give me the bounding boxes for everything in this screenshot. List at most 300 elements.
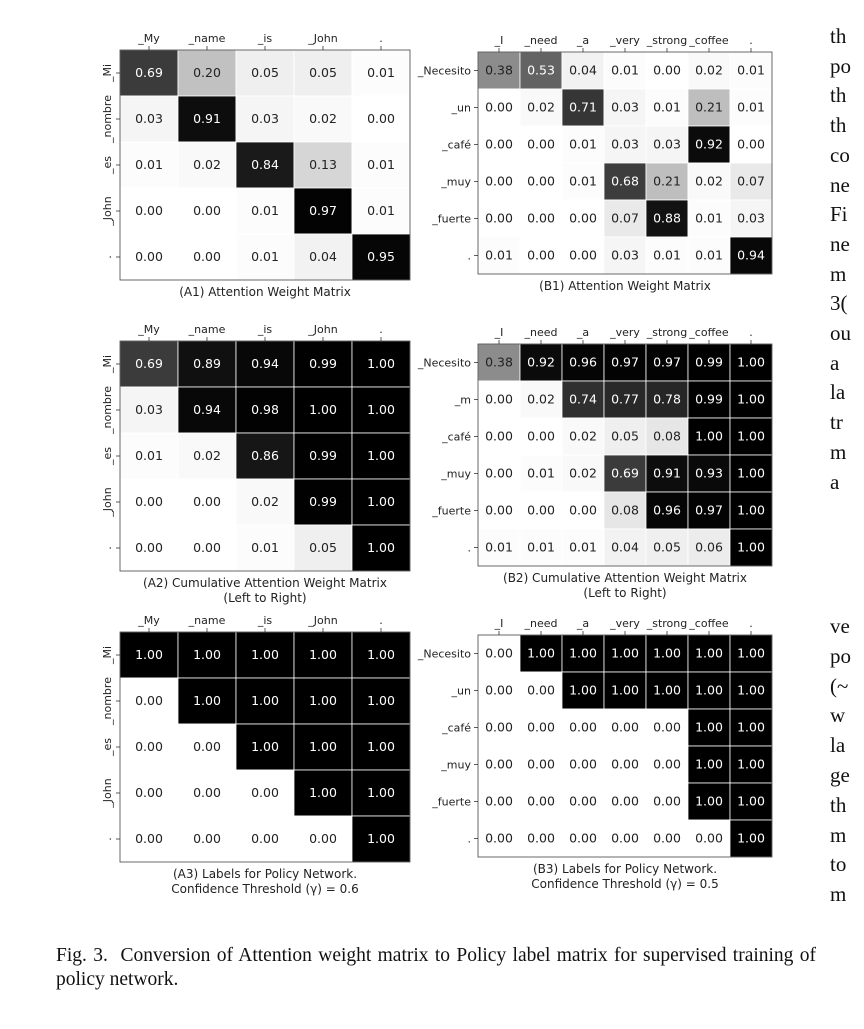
cell-value-label: 0.00 [611, 830, 639, 846]
cell-value-label: 0.02 [193, 157, 221, 172]
cell-value-label: 0.02 [695, 173, 723, 189]
cell-value-label: 0.00 [485, 682, 513, 698]
cell-value-label: 0.96 [569, 354, 597, 370]
cell-value-label: 0.00 [653, 830, 681, 846]
x-tick-label: _a [576, 326, 590, 339]
cell-value-label: 0.38 [485, 354, 513, 370]
side-text-fragment: Fi [830, 202, 848, 227]
x-tick-label: _John [308, 614, 338, 627]
cell-value-label: 0.21 [653, 173, 681, 189]
subplot-title: (A1) Attention Weight Matrix [179, 285, 351, 299]
cell-value-label: 1.00 [135, 647, 163, 662]
subplot-title: (B2) Cumulative Attention Weight Matrix [503, 571, 747, 585]
cell-value-label: 0.00 [135, 540, 163, 555]
cell-value-label: 1.00 [367, 448, 395, 463]
cell-value-label: 0.00 [193, 831, 221, 846]
x-tick-label: _strong [646, 617, 688, 630]
x-tick-label: _My [138, 614, 160, 627]
x-tick-label: _My [138, 323, 160, 336]
cell-value-label: 1.00 [367, 785, 395, 800]
cell-value-label: 1.00 [367, 356, 395, 371]
cell-value-label: 0.96 [653, 502, 681, 518]
cell-value-label: 0.77 [611, 391, 639, 407]
side-text-fragment: th [830, 83, 847, 108]
side-text-fragment: m [830, 261, 847, 286]
x-tick-label: _coffee [689, 617, 729, 630]
cell-value-label: 0.00 [367, 111, 395, 126]
x-tick-label: _My [138, 32, 160, 45]
cell-value-label: 1.00 [737, 719, 765, 735]
cell-value-label: 0.21 [695, 99, 723, 115]
cell-value-label: 0.00 [527, 173, 555, 189]
cell-value-label: 0.01 [367, 65, 395, 80]
cell-value-label: 0.08 [653, 428, 681, 444]
cell-value-label: 0.00 [485, 756, 513, 772]
y-tick-label: _muy [441, 758, 471, 772]
heatmap-b3 [417, 617, 772, 891]
cell-value-label: 0.00 [737, 136, 765, 152]
cell-value-label: 0.00 [135, 831, 163, 846]
x-tick-label: _name [188, 614, 226, 627]
cell-value-label: 0.71 [569, 99, 597, 115]
cell-value-label: 0.01 [251, 203, 279, 218]
cell-value-label: 0.01 [367, 203, 395, 218]
cell-value-label: 0.01 [653, 247, 681, 263]
cell-value-label: 1.00 [653, 682, 681, 698]
cell-value-label: 0.00 [527, 719, 555, 735]
x-tick-label: _need [524, 617, 558, 630]
y-tick-label: _Necesito [417, 64, 471, 78]
cell-value-label: 0.03 [653, 136, 681, 152]
cell-value-label: 1.00 [569, 645, 597, 661]
side-text-fragment: po [830, 643, 851, 668]
cell-value-label: 0.08 [611, 502, 639, 518]
cell-value-label: 0.00 [485, 428, 513, 444]
cell-value-label: 0.02 [193, 448, 221, 463]
cell-value-label: 0.00 [569, 210, 597, 226]
cell-value-label: 1.00 [309, 402, 337, 417]
cell-value-label: 1.00 [367, 739, 395, 754]
x-tick-label: _very [610, 326, 640, 339]
cell-value-label: 1.00 [527, 645, 555, 661]
heatmap-a2 [101, 323, 410, 605]
cell-value-label: 1.00 [251, 693, 279, 708]
cell-value-label: 0.01 [611, 62, 639, 78]
cell-value-label: 0.00 [485, 99, 513, 115]
cell-value-label: 0.00 [193, 249, 221, 264]
cell-value-label: 1.00 [737, 465, 765, 481]
cell-value-label: 0.00 [135, 739, 163, 754]
cell-value-label: 0.01 [135, 157, 163, 172]
cell-value-label: 0.03 [737, 210, 765, 226]
cell-value-label: 0.05 [309, 540, 337, 555]
cell-value-label: 0.69 [611, 465, 639, 481]
x-tick-label: _name [188, 32, 226, 45]
cell-value-label: 0.01 [569, 136, 597, 152]
y-tick-label: _Mi [101, 645, 114, 665]
subplot-title: (B1) Attention Weight Matrix [539, 279, 711, 293]
cell-value-label: 0.00 [193, 739, 221, 754]
cell-value-label: 1.00 [737, 645, 765, 661]
side-text-fragment: w [830, 703, 846, 728]
cell-value-label: 0.01 [695, 247, 723, 263]
subplot-title: (A3) Labels for Policy Network. [172, 867, 358, 881]
y-tick-label: _es [101, 156, 114, 174]
y-tick-label: _nombre [101, 677, 114, 725]
y-tick-label: _John [101, 196, 114, 226]
cell-value-label: 1.00 [653, 645, 681, 661]
cell-value-label: 0.00 [135, 203, 163, 218]
cell-value-label: 0.68 [611, 173, 639, 189]
y-tick-label: _Necesito [417, 647, 471, 661]
cell-value-label: 0.00 [611, 793, 639, 809]
side-text-fragment: po [830, 53, 851, 78]
cell-value-label: 1.00 [695, 682, 723, 698]
x-tick-label: _a [576, 34, 590, 47]
cell-value-label: 0.01 [251, 249, 279, 264]
heatmap-b2 [417, 326, 772, 600]
cell-value-label: 0.07 [737, 173, 765, 189]
side-text-fragment: to [830, 852, 847, 877]
y-tick-label: _nombre [101, 386, 114, 434]
side-text-fragment: 3( [830, 291, 848, 316]
cell-value-label: 0.02 [695, 62, 723, 78]
cell-value-label: 0.06 [695, 539, 723, 555]
cell-value-label: 0.00 [653, 756, 681, 772]
y-tick-label: . [101, 255, 114, 259]
cell-value-label: 1.00 [737, 793, 765, 809]
cell-value-label: 0.00 [135, 785, 163, 800]
cell-value-label: 0.00 [251, 831, 279, 846]
x-tick-label: . [749, 617, 753, 630]
cell-value-label: 0.00 [193, 203, 221, 218]
cell-value-label: 0.78 [653, 391, 681, 407]
x-tick-label: _very [610, 617, 640, 630]
cell-value-label: 0.01 [485, 247, 513, 263]
cell-value-label: 1.00 [695, 756, 723, 772]
cell-value-label: 0.91 [653, 465, 681, 481]
cell-value-label: 0.05 [653, 539, 681, 555]
cell-value-label: 0.00 [569, 793, 597, 809]
cell-value-label: 0.93 [695, 465, 723, 481]
cell-value-label: 1.00 [737, 539, 765, 555]
cell-value-label: 0.00 [485, 719, 513, 735]
side-text-fragment: ou [830, 321, 851, 345]
cell-value-label: 0.00 [135, 693, 163, 708]
heatmap-a1 [101, 32, 410, 299]
x-tick-label: _strong [646, 34, 688, 47]
cell-value-label: 1.00 [611, 645, 639, 661]
y-tick-label: _fuerte [432, 212, 471, 226]
x-tick-label: _I [494, 617, 504, 630]
figure-caption [56, 944, 816, 992]
cell-value-label: 0.00 [569, 502, 597, 518]
cell-value-label: 0.03 [135, 111, 163, 126]
cell-value-label: 0.00 [653, 793, 681, 809]
x-tick-label: _name [188, 323, 226, 336]
cell-value-label: 0.69 [135, 356, 163, 371]
figure-caption-label: Fig. 3. [56, 945, 108, 966]
cell-value-label: 0.02 [527, 99, 555, 115]
cell-value-label: 0.00 [485, 136, 513, 152]
cell-value-label: 0.00 [527, 756, 555, 772]
y-tick-label: _nombre [101, 95, 114, 143]
cell-value-label: 0.00 [653, 719, 681, 735]
cell-value-label: 1.00 [737, 830, 765, 846]
cell-value-label: 1.00 [251, 739, 279, 754]
cell-value-label: 0.00 [485, 210, 513, 226]
cell-value-label: 0.01 [135, 448, 163, 463]
x-tick-label: _very [610, 34, 640, 47]
cell-value-label: 0.01 [569, 539, 597, 555]
side-text-fragment: m [830, 882, 847, 907]
y-tick-label: _café [442, 430, 471, 444]
cell-value-label: 1.00 [737, 428, 765, 444]
subplot-title: Confidence Threshold (γ) = 0.5 [531, 877, 719, 891]
cell-value-label: 0.03 [135, 402, 163, 417]
cell-value-label: 0.02 [309, 111, 337, 126]
figure-caption-text: Conversion of Attention weight matrix to Policy label matrix for supervised training of policy network. [56, 945, 817, 990]
cell-value-label: 1.00 [193, 647, 221, 662]
cell-value-label: 1.00 [695, 645, 723, 661]
cell-value-label: 0.38 [485, 62, 513, 78]
cell-value-label: 0.00 [251, 785, 279, 800]
x-tick-label: _John [308, 32, 338, 45]
x-tick-label: _John [308, 323, 338, 336]
cell-value-label: 0.05 [611, 428, 639, 444]
side-text-fragment: ve [830, 614, 850, 638]
y-tick-label: _m [454, 393, 471, 407]
cell-value-label: 0.00 [527, 210, 555, 226]
cell-value-label: 1.00 [695, 428, 723, 444]
cell-value-label: 0.00 [193, 785, 221, 800]
cell-value-label: 0.74 [569, 391, 597, 407]
y-tick-label: _un [451, 684, 471, 698]
cell-value-label: 0.01 [527, 465, 555, 481]
cell-value-label: 0.03 [611, 99, 639, 115]
subplot-title: (B3) Labels for Policy Network. [532, 862, 718, 876]
x-tick-label: _need [524, 34, 558, 47]
x-tick-label: . [749, 34, 753, 47]
side-text-fragment: ge [830, 763, 850, 787]
cell-value-label: 0.00 [569, 719, 597, 735]
cell-value-label: 0.97 [695, 502, 723, 518]
y-tick-label: _muy [441, 467, 471, 481]
x-tick-label: . [379, 614, 383, 627]
cell-value-label: 1.00 [695, 793, 723, 809]
cell-value-label: 0.99 [309, 448, 337, 463]
x-tick-label: . [379, 323, 383, 336]
cell-value-label: 0.00 [527, 830, 555, 846]
cell-value-label: 1.00 [367, 494, 395, 509]
cell-value-label: 0.00 [653, 62, 681, 78]
heatmap-b1 [417, 34, 772, 293]
cell-value-label: 0.99 [309, 356, 337, 371]
y-tick-label: _muy [441, 175, 471, 189]
x-tick-label: _is [257, 614, 273, 627]
cell-value-label: 0.02 [251, 494, 279, 509]
subplot-title: (A2) Cumulative Attention Weight Matrix [143, 576, 387, 590]
y-tick-label: . [101, 837, 114, 841]
cell-value-label: 0.92 [527, 354, 555, 370]
y-tick-label: _es [101, 738, 114, 756]
heatmap-a3 [101, 614, 410, 896]
y-tick-label: _Mi [101, 354, 114, 374]
cell-value-label: 1.00 [367, 540, 395, 555]
side-text-fragment: m [830, 822, 847, 847]
x-tick-label: . [749, 326, 753, 339]
x-tick-label: _strong [646, 326, 688, 339]
cell-value-label: 1.00 [367, 647, 395, 662]
side-text-fragment: tr [830, 410, 843, 435]
x-tick-label: _coffee [689, 34, 729, 47]
cell-value-label: 0.00 [485, 391, 513, 407]
cell-value-label: 1.00 [367, 693, 395, 708]
cell-value-label: 1.00 [695, 719, 723, 735]
y-tick-label: _Necesito [417, 356, 471, 370]
cell-value-label: 0.00 [611, 756, 639, 772]
y-tick-label: . [467, 541, 471, 555]
cell-value-label: 0.69 [135, 65, 163, 80]
cell-value-label: 0.07 [611, 210, 639, 226]
y-tick-label: _café [442, 721, 471, 735]
y-tick-label: _fuerte [432, 795, 471, 809]
cell-value-label: 0.99 [695, 354, 723, 370]
side-text-fragment: ne [830, 231, 850, 256]
cell-value-label: 0.01 [527, 539, 555, 555]
cell-value-label: 0.94 [251, 356, 279, 371]
y-tick-label: . [467, 249, 471, 263]
x-tick-label: _need [524, 326, 558, 339]
cell-value-label: 1.00 [737, 502, 765, 518]
cell-value-label: 0.92 [695, 136, 723, 152]
cell-value-label: 1.00 [309, 739, 337, 754]
y-tick-label: _fuerte [432, 504, 471, 518]
cell-value-label: 1.00 [569, 682, 597, 698]
x-tick-label: _is [257, 32, 273, 45]
y-tick-label: _café [442, 138, 471, 152]
cell-value-label: 0.00 [135, 249, 163, 264]
cell-value-label: 0.94 [737, 247, 765, 263]
cell-value-label: 0.00 [527, 136, 555, 152]
cell-value-label: 0.98 [251, 402, 279, 417]
cell-value-label: 0.00 [569, 756, 597, 772]
x-tick-label: _a [576, 617, 590, 630]
cell-value-label: 0.04 [569, 62, 597, 78]
cell-value-label: 1.00 [737, 391, 765, 407]
cell-value-label: 0.05 [309, 65, 337, 80]
cell-value-label: 0.99 [309, 494, 337, 509]
cell-value-label: 0.00 [527, 247, 555, 263]
side-text-fragment: th [830, 113, 847, 138]
cell-value-label: 0.94 [193, 402, 221, 417]
cell-value-label: 0.03 [611, 136, 639, 152]
cell-value-label: 0.00 [485, 793, 513, 809]
x-tick-label: _coffee [689, 326, 729, 339]
cell-value-label: 0.53 [527, 62, 555, 78]
cell-value-label: 0.04 [309, 249, 337, 264]
cell-value-label: 0.20 [193, 65, 221, 80]
cell-value-label: 0.00 [309, 831, 337, 846]
cell-value-label: 0.00 [527, 793, 555, 809]
cell-value-label: 0.00 [527, 682, 555, 698]
cell-value-label: 0.95 [367, 249, 395, 264]
side-text-fragment: a [830, 469, 840, 494]
cell-value-label: 0.03 [611, 247, 639, 263]
cell-value-label: 0.97 [611, 354, 639, 370]
side-text-fragment: th [830, 792, 847, 817]
cell-value-label: 0.02 [569, 465, 597, 481]
cell-value-label: 0.01 [251, 540, 279, 555]
cell-value-label: 0.01 [737, 62, 765, 78]
cell-value-label: 0.00 [485, 830, 513, 846]
subplot-title: (Left to Right) [583, 586, 667, 600]
cell-value-label: 0.00 [485, 645, 513, 661]
y-tick-label: _John [101, 778, 114, 808]
y-tick-label: _un [451, 101, 471, 115]
cell-value-label: 0.04 [611, 539, 639, 555]
cell-value-label: 0.00 [485, 465, 513, 481]
cell-value-label: 0.88 [653, 210, 681, 226]
cell-value-label: 1.00 [309, 693, 337, 708]
cell-value-label: 0.00 [527, 502, 555, 518]
cell-value-label: 0.86 [251, 448, 279, 463]
cell-value-label: 1.00 [737, 682, 765, 698]
cell-value-label: 0.00 [193, 540, 221, 555]
cell-value-label: 1.00 [367, 831, 395, 846]
cell-value-label: 0.02 [527, 391, 555, 407]
cell-value-label: 0.00 [135, 494, 163, 509]
side-text-fragment: (~ [830, 673, 849, 698]
cell-value-label: 0.00 [611, 719, 639, 735]
side-text-fragment: co [830, 142, 850, 167]
cell-value-label: 0.13 [309, 157, 337, 172]
x-tick-label: _I [494, 34, 504, 47]
side-text-fragment: m [830, 439, 847, 464]
cell-value-label: 0.99 [695, 391, 723, 407]
x-tick-label: _is [257, 323, 273, 336]
cell-value-label: 0.00 [695, 830, 723, 846]
cell-value-label: 0.01 [485, 539, 513, 555]
cell-value-label: 0.00 [193, 494, 221, 509]
cell-value-label: 0.00 [485, 173, 513, 189]
cell-value-label: 0.00 [569, 247, 597, 263]
subplot-title: Confidence Threshold (γ) = 0.6 [171, 882, 359, 896]
x-tick-label: . [379, 32, 383, 45]
cell-value-label: 0.01 [695, 210, 723, 226]
cell-value-label: 0.84 [251, 157, 279, 172]
cell-value-label: 0.02 [569, 428, 597, 444]
cell-value-label: 0.89 [193, 356, 221, 371]
cell-value-label: 0.97 [653, 354, 681, 370]
cell-value-label: 0.00 [485, 502, 513, 518]
cell-value-label: 0.01 [569, 173, 597, 189]
cell-value-label: 1.00 [251, 647, 279, 662]
y-tick-label: _John [101, 487, 114, 517]
cell-value-label: 0.05 [251, 65, 279, 80]
cell-value-label: 1.00 [611, 682, 639, 698]
side-text-fragment: ne [830, 172, 850, 197]
side-text-fragment: la [830, 380, 846, 405]
side-text-fragment: la [830, 733, 846, 758]
cell-value-label: 0.00 [569, 830, 597, 846]
cell-value-label: 0.01 [367, 157, 395, 172]
cell-value-label: 1.00 [367, 402, 395, 417]
cell-value-label: 0.01 [737, 99, 765, 115]
cell-value-label: 0.91 [193, 111, 221, 126]
cell-value-label: 1.00 [193, 693, 221, 708]
y-tick-label: _es [101, 447, 114, 465]
